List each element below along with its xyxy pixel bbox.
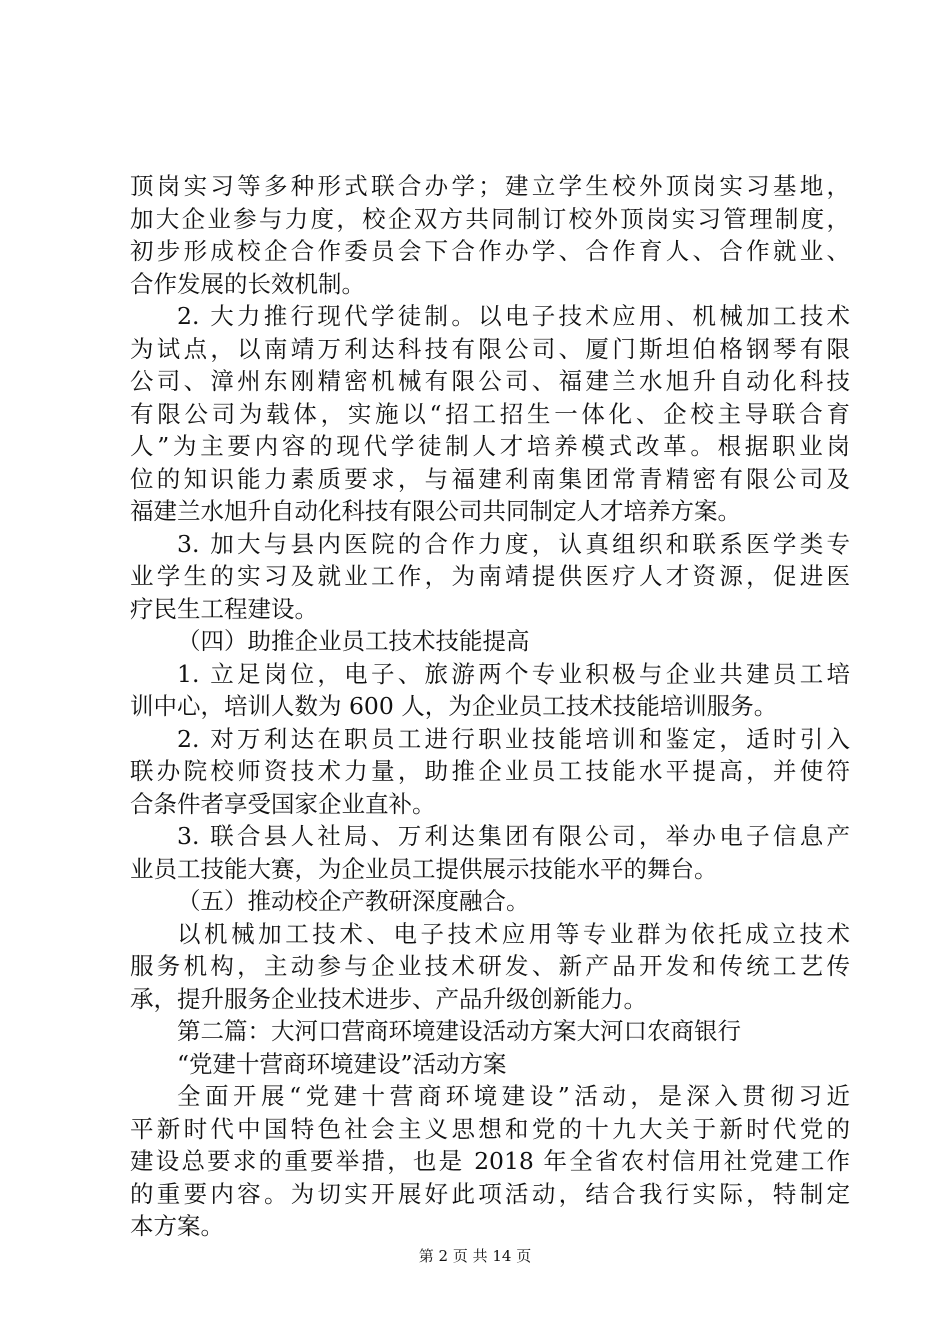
text-line: 联办院校师资技术力量，助推企业员工技能水平提高，并使符 xyxy=(130,757,850,785)
document-body xyxy=(130,170,850,1243)
text-line: 2. 对万利达在职员工进行职业技能培训和鉴定，适时引入 xyxy=(177,724,850,753)
text-line: 业学生的实习及就业工作，为南靖提供医疗人才资源，促进医 xyxy=(130,562,850,590)
text-line: （五）推动校企产教研深度融合。 xyxy=(177,887,530,915)
text-line: 合条件者享受国家企业直补。 xyxy=(130,789,436,818)
text-line: 承，提升服务企业技术进步、产品升级创新能力。 xyxy=(130,984,647,1013)
text-line: 服务机构，主动参与企业技术研发、新产品开发和传统工艺传 xyxy=(130,952,850,980)
text-line: 3. 联合县人社局、万利达集团有限公司，举办电子信息产 xyxy=(177,822,850,850)
text-line: 初步形成校企合作委员会下合作办学、合作育人、合作就业、 xyxy=(130,237,850,265)
text-line: 顶岗实习等多种形式联合办学；建立学生校外顶岗实习基地， xyxy=(130,172,850,200)
text-line: 平新时代中国特色社会主义思想和党的十九大关于新时代党的 xyxy=(130,1114,850,1143)
text-line: 全面开展“党建十营商环境建设”活动，是深入贯彻习近 xyxy=(177,1082,850,1110)
text-line: 人”为主要内容的现代学徒制人才培养模式改革。根据职业岗 xyxy=(130,432,850,460)
text-line: （四）助推企业员工技术技能提高 xyxy=(177,627,530,655)
text-line: 加大企业参与力度，校企双方共同制订校外顶岗实习管理制度， xyxy=(130,204,850,233)
text-line: 位的知识能力素质要求，与福建利南集团常青精密有限公司及 xyxy=(130,464,850,493)
text-line: 为试点，以南靖万利达科技有限公司、厦门斯坦伯格钢琴有限 xyxy=(130,334,850,363)
text-line: 福建兰水旭升自动化科技有限公司共同制定人才培养方案。 xyxy=(130,497,741,525)
text-line: 合作发展的长效机制。 xyxy=(130,269,365,298)
page-footer xyxy=(0,1245,950,1266)
text-line: 本方案。 xyxy=(130,1212,224,1240)
text-line: 1. 立足岗位，电子、旅游两个专业积极与企业共建员工培 xyxy=(177,659,850,688)
text-line: 以机械加工技术、电子技术应用等专业群为依托成立技术 xyxy=(177,919,850,948)
text-line: 疗民生工程建设。 xyxy=(130,594,318,623)
text-line: 2. 大力推行现代学徒制。以电子技术应用、机械加工技术 xyxy=(177,302,850,330)
text-line: 3. 加大与县内医院的合作力度，认真组织和联系医学类专 xyxy=(177,529,850,558)
page-number: 第 2 页 共 14 页 xyxy=(418,1247,532,1265)
text-line: 业员工技能大赛，为企业员工提供展示技能水平的舞台。 xyxy=(130,854,718,883)
text-line: 有限公司为载体，实施以“招工招生一体化、企校主导联合育 xyxy=(130,399,850,428)
text-line: 建设总要求的重要举措，也是 2018 年全省农村信用社党建工作 xyxy=(130,1147,850,1175)
text-line: 的重要内容。为切实开展好此项活动，结合我行实际，特制定 xyxy=(130,1179,850,1208)
text-line: “党建十营商环境建设”活动方案 xyxy=(177,1049,507,1078)
text-line: 第二篇：大河口营商环境建设活动方案大河口农商银行 xyxy=(177,1017,741,1045)
text-line: 训中心，培训人数为 600 人，为企业员工技术技能培训服务。 xyxy=(130,692,778,720)
text-line: 公司、漳州东刚精密机械有限公司、福建兰水旭升自动化科技 xyxy=(130,367,850,395)
